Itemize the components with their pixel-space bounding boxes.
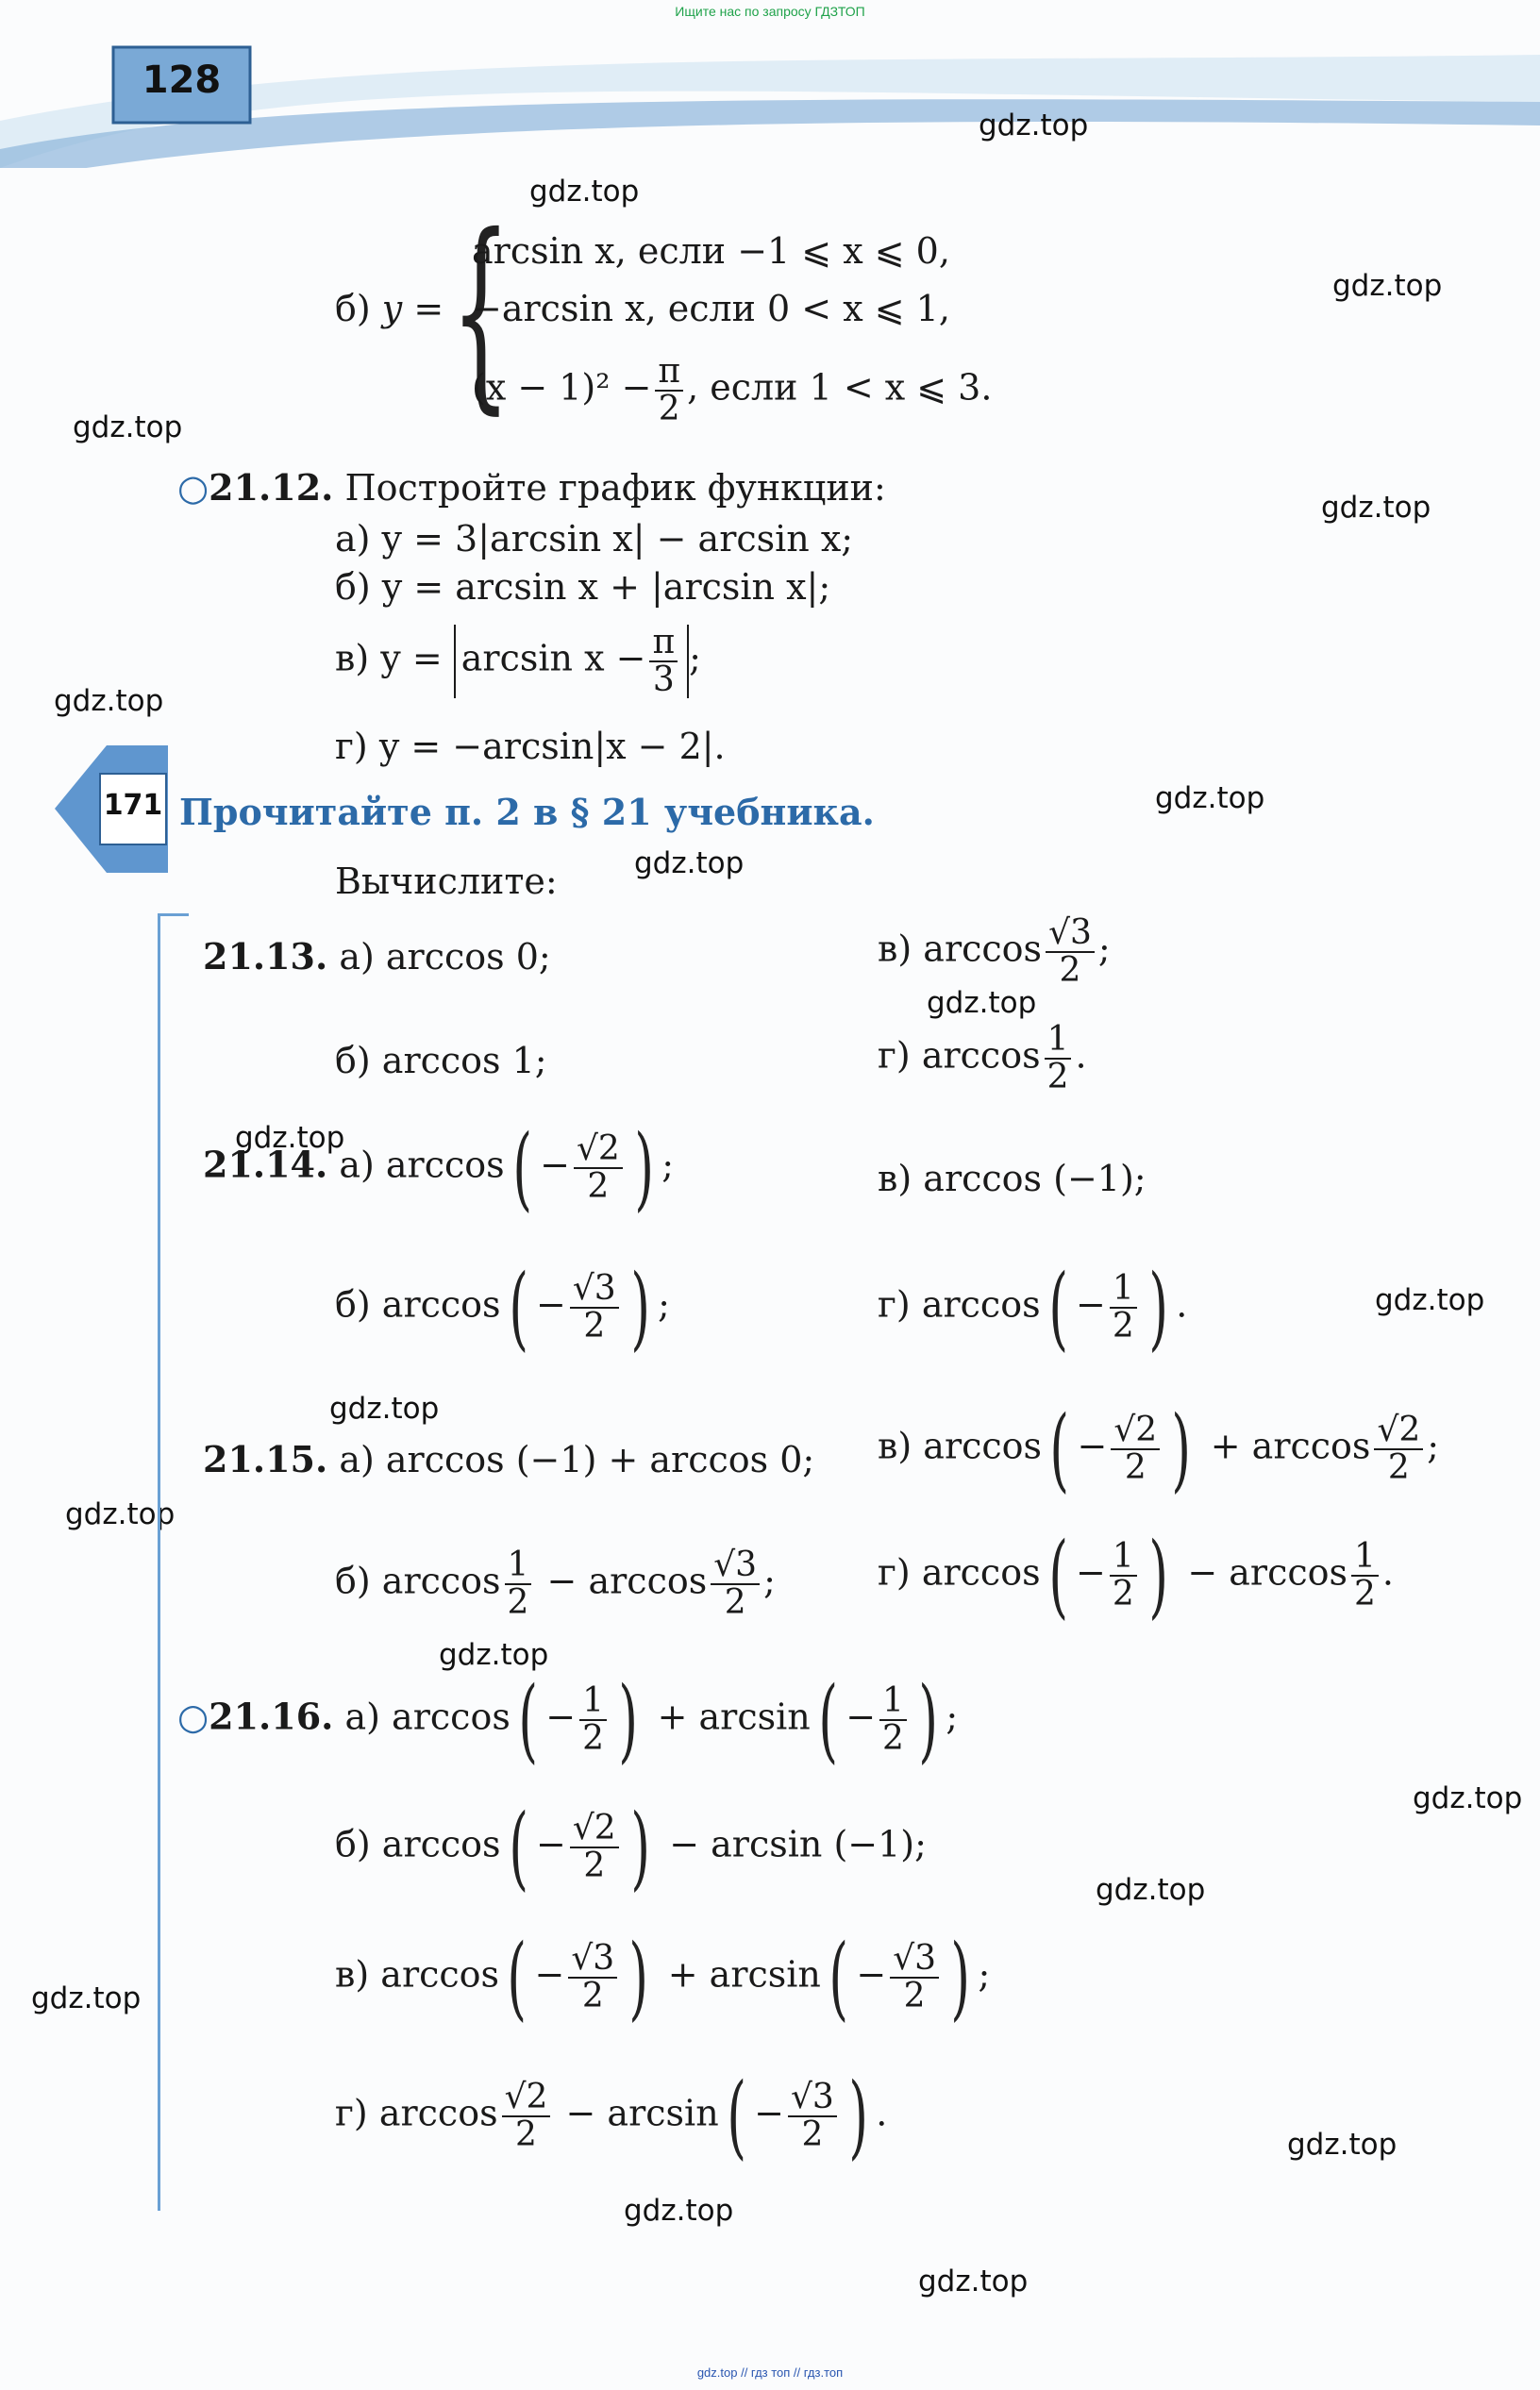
bottom-note: gdz.top // гдз топ // гдз.топ	[696, 2365, 844, 2380]
watermark: gdz.top	[1375, 1283, 1485, 1317]
watermark: gdz.top	[1413, 1781, 1523, 1815]
exercise-21-12-d: г) y = −arcsin|x − 2|.	[335, 726, 726, 767]
watermark: gdz.top	[329, 1392, 440, 1426]
watermark: gdz.top	[1321, 491, 1431, 525]
exercise-21-14-c: в) arccos (−1);	[878, 1158, 1147, 1199]
exercise-21-16-c: в) arccos( − $\frac{√3}{2}$ ) + arcsin( − $\frac{√3}{2}$ ) ;	[335, 1925, 991, 2031]
piecewise-label: б) y =	[335, 288, 444, 329]
exercise-21-15-b: б) arccos $\frac{1}{2}$ − arccos $\frac{√3}{2}$ ;	[335, 1546, 776, 1622]
watermark: gdz.top	[624, 2194, 734, 2228]
exercise-21-14-b: б) arccos( − $\frac{√3}{2}$ ) ;	[335, 1255, 670, 1361]
watermark: gdz.top	[1096, 1873, 1206, 1907]
page-number: 128	[142, 58, 222, 102]
exercise-21-12-a: а) y = 3|arcsin x| − arcsin x;	[335, 518, 854, 560]
exercise-21-15-d: г) arccos( − $\frac{1}{2}$ ) − arccos $\frac{1}{2}$ .	[878, 1523, 1395, 1629]
exercise-21-14-a: 21.14. а) arccos( − $\frac{√2}{2}$ ) ;	[203, 1115, 675, 1221]
watermark: gdz.top	[979, 109, 1089, 142]
piecewise-case-3: (x − 1)² − $\frac{\pi}{2}$ , если 1 < x ⩽ 3.	[472, 352, 993, 428]
watermark: gdz.top	[54, 684, 164, 718]
piecewise-case-2: −arcsin x, если 0 < x ⩽ 1,	[472, 288, 950, 329]
exercise-21-12-title: ○21.12. Постройте график функции:	[177, 466, 886, 509]
exercise-21-15-a: 21.15. а) arccos (−1) + arccos 0;	[203, 1438, 815, 1480]
exercise-group-bracket	[158, 913, 189, 2211]
exercise-21-13-a: 21.13. а) arccos 0;	[203, 935, 551, 978]
section-heading: Прочитайте п. 2 в § 21 учебника.	[179, 791, 875, 833]
compute-label: Вычислите:	[335, 861, 558, 902]
section-badge-number: 171	[103, 789, 163, 822]
watermark: gdz.top	[73, 410, 183, 444]
exercise-21-16-d: г) arccos $\frac{√2}{2}$ − arcsin( − $\frac{√3}{2}$ ) .	[335, 2064, 888, 2169]
watermark: gdz.top	[927, 986, 1037, 1020]
exercise-21-13-d: г) arccos $\frac{1}{2}$ .	[878, 1020, 1087, 1096]
watermark: gdz.top	[529, 175, 640, 209]
exercise-21-13-c: в) arccos $\frac{√3}{2}$ ;	[878, 913, 1111, 990]
watermark: gdz.top	[1332, 269, 1443, 303]
watermark: gdz.top	[439, 1638, 549, 1672]
exercise-21-16-a: ○21.16. а) arccos( − $\frac{1}{2}$ ) + arcsin( − $\frac{1}{2}$ ) ;	[177, 1667, 959, 1773]
watermark: gdz.top	[634, 846, 745, 880]
watermark: gdz.top	[1287, 2128, 1398, 2162]
watermark: gdz.top	[235, 1121, 345, 1155]
watermark: gdz.top	[1155, 781, 1265, 815]
watermark: gdz.top	[918, 2265, 1029, 2298]
exercise-21-14-d: г) arccos( − $\frac{1}{2}$ ) .	[878, 1255, 1188, 1361]
top-note: Ищите нас по запросу ГДЗТОП	[675, 4, 865, 19]
exercise-21-15-c: в) arccos( − $\frac{√2}{2}$ ) + arccos $\frac{√2}{2}$ ;	[878, 1396, 1440, 1502]
exercise-21-13-b: б) arccos 1;	[335, 1040, 547, 1081]
exercise-21-16-b: б) arccos( − $\frac{√2}{2}$ ) − arcsin (−1);	[335, 1795, 927, 1900]
exercise-21-12-c: в) y = arcsin x − $\frac{\pi}{3}$ ;	[335, 623, 701, 699]
watermark: gdz.top	[65, 1497, 176, 1531]
piecewise-case-1: arcsin x, если −1 ⩽ x ⩽ 0,	[472, 230, 950, 272]
exercise-21-12-b: б) y = arcsin x + |arcsin x|;	[335, 566, 831, 608]
watermark: gdz.top	[31, 1981, 142, 2015]
piecewise-brace: {	[451, 191, 511, 432]
